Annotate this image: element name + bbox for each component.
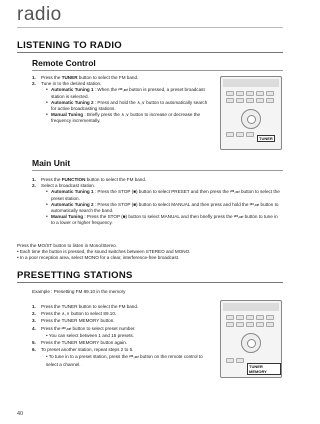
step-row: 3. Press the TUNER MEMORY button. <box>32 318 115 324</box>
subsection-title-main: Main Unit <box>32 158 71 168</box>
step-row: 2. Press the ∧,∨ button to select 89.10. <box>32 311 117 317</box>
step-row: 2. Tune in to the desired station. <box>32 81 102 87</box>
bullet-row: • You can select between 1 and 15 presets. <box>46 332 134 338</box>
remote-button <box>236 322 244 327</box>
dpad-icon <box>241 333 261 353</box>
main-unit-steps <box>32 177 282 227</box>
step-row: 1. Press the TUNER button to select the FM band. <box>32 75 139 80</box>
step-row: 2. Select a broadcast station. <box>32 183 96 189</box>
note-line: • Each time the button is pressed, the sound switches between STEREO and MONO. <box>17 249 191 255</box>
step-row: 6. To preset another station, repeat steps 2 to 5. <box>32 347 134 353</box>
remote-button <box>246 91 254 96</box>
remote-button <box>226 98 234 103</box>
bullet-row: • Manual Tuning : Press the STOP (■) button to select MANUAL and then briefly press the ⏮,⏭ button to tune in to a lower or higher frequency. <box>46 214 278 226</box>
step-row: 5. Press the TUNER MEMORY button again. <box>32 340 128 346</box>
note-line: • In a poor reception area, select MONO for a clear, interference-free broadcast. <box>17 255 180 261</box>
bullet-row: • Automatic Tuning 1 : Press the STOP (■) button to select PRESET and then press the ⏮,⏭ button to select the preset station. <box>46 189 280 201</box>
step-row: 1. Press the TUNER button to select the FM band. <box>32 304 139 309</box>
remote-button <box>236 98 244 103</box>
chapter-rule <box>17 27 283 28</box>
mono-stereo-notes <box>17 243 283 262</box>
remote-button <box>226 132 234 137</box>
dpad-icon <box>241 109 261 129</box>
preset-steps <box>32 303 210 368</box>
remote-button <box>266 98 274 103</box>
preset-example: Example : Presetting FM 89.10 in the memory <box>32 289 126 294</box>
remote-button <box>226 315 234 320</box>
remote-button <box>226 91 234 96</box>
remote-button <box>226 322 234 327</box>
bullet-row: • To tune in to a preset station, press the ⏮,⏭ button on the remote control to select a channel. <box>46 354 203 367</box>
section-rule <box>17 282 283 283</box>
remote-steps <box>32 75 210 125</box>
section-rule <box>17 52 283 53</box>
remote-button <box>236 315 244 320</box>
bullet-row: • Automatic Tuning 1 : When the ⏮,⏭ button is pressed, a preset broadcast station is selected. <box>46 87 205 99</box>
subsection-rule <box>32 70 283 71</box>
remote-button <box>236 358 244 363</box>
bullet-row: • Manual Tuning : Briefly press the ∧,∨ button to increase or decrease the frequency incrementally. <box>46 112 201 124</box>
remote-illustration <box>220 76 282 150</box>
remote-button <box>236 132 244 137</box>
remote-button <box>256 322 264 327</box>
remote-button <box>246 322 254 327</box>
remote-button <box>236 91 244 96</box>
remote-button <box>246 98 254 103</box>
remote-button <box>246 315 254 320</box>
step-row: 4. Press the ⏮,⏭ button to select preset number. <box>32 325 136 331</box>
bullet-row: • Automatic Tuning 2 : Press and hold the ∧,∨ button to automatically search for active broadcasting stations. <box>46 99 208 112</box>
remote-button <box>266 315 274 320</box>
remote-button <box>266 91 274 96</box>
remote-button <box>256 91 264 96</box>
remote-button <box>266 322 274 327</box>
remote-button <box>256 98 264 103</box>
bullet-row: • Automatic Tuning 2 : Press the STOP (■) button to select MANUAL and then press and hold the ⏮,⏭ button to automatically search the band. <box>46 201 279 214</box>
remote-button <box>246 132 254 137</box>
subsection-title-remote: Remote Control <box>32 58 96 68</box>
remote-button <box>226 358 234 363</box>
note-line: Press the MO/ST button to listen in Mono/Stereo. <box>17 243 118 248</box>
step-row: 1. Press the FUNCTION button to select the FM band. <box>32 177 147 182</box>
section-title-listening: LISTENING TO RADIO <box>17 40 122 51</box>
page-number: 40 <box>17 411 24 417</box>
section-title-presetting: PRESETTING STATIONS <box>17 270 133 281</box>
tuner-button-callout: TUNER <box>259 136 273 141</box>
tuner-memory-button-callout: TUNER MEMORY <box>247 363 281 375</box>
remote-top-panel <box>223 79 279 87</box>
remote-button <box>256 315 264 320</box>
subsection-rule <box>32 170 283 171</box>
remote-illustration <box>220 300 282 378</box>
remote-top-panel <box>223 303 279 311</box>
chapter-title: radio <box>17 4 62 25</box>
